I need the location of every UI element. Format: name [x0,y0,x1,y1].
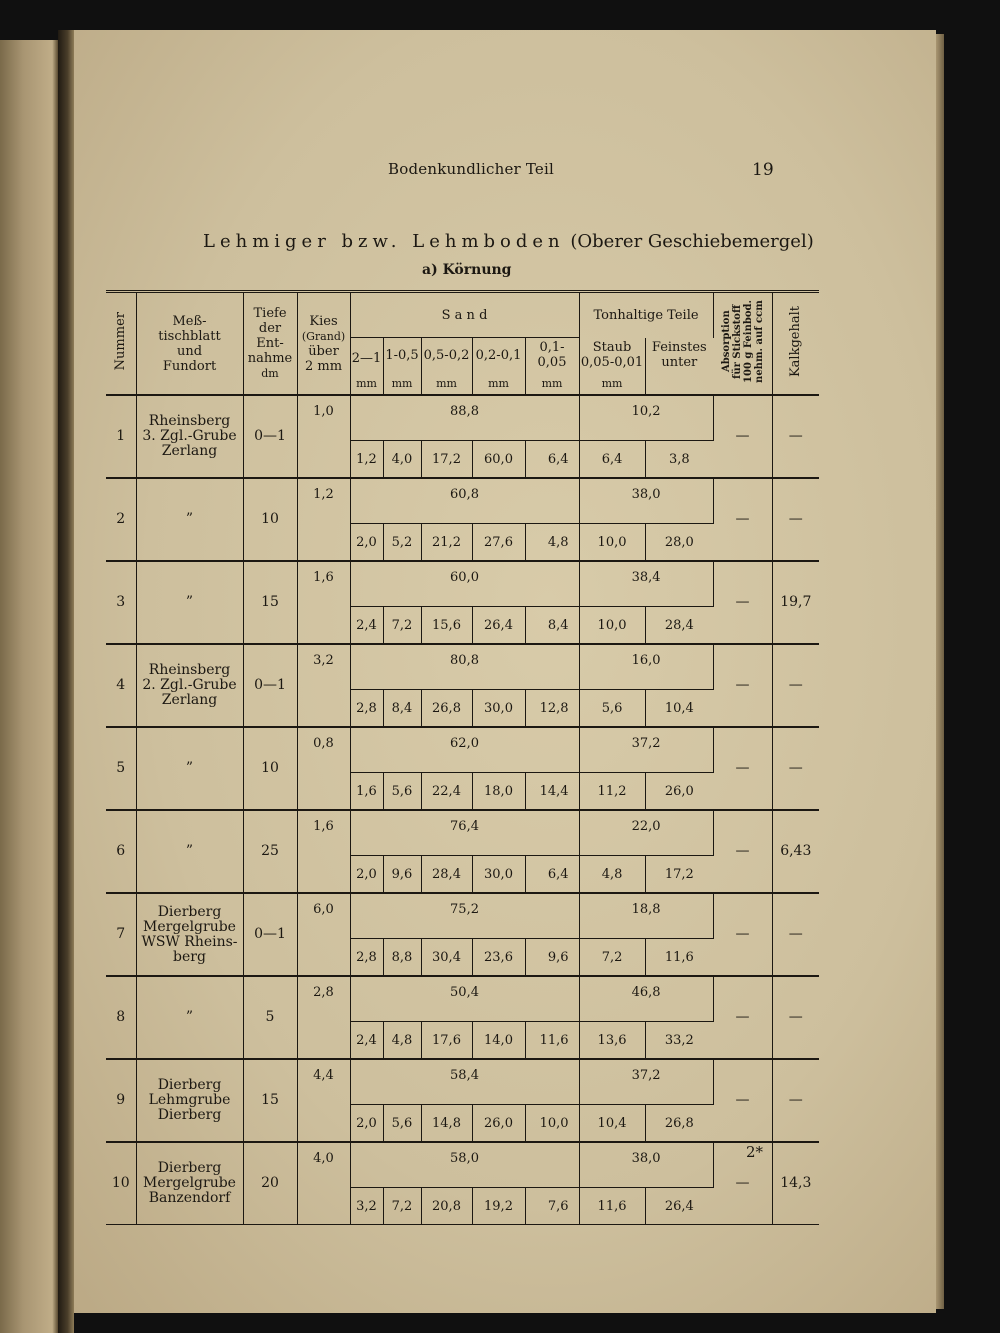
sand-fraction-value: 7,2 [383,607,421,645]
sand-fraction-value: 60,0 [472,441,525,479]
header-tiefe [243,292,297,396]
absorption-line-3: 100 g Feinbod. [742,300,754,383]
unit-4: mm [472,372,525,395]
row-ton-total: 46,8 [579,976,713,1022]
sand-fraction-value: 3,2 [350,1188,383,1225]
sand-fraction-value: 2,0 [350,524,383,562]
unit-3: mm [421,372,472,395]
kies-line-4: 2 mm [304,358,343,374]
row-fundort [136,561,243,644]
row-number: 2 [106,478,136,561]
row-kies: 1,6 [297,810,350,893]
row-fundort [136,395,243,478]
row-ton-total: 10,2 [579,395,713,441]
tiefe-line-2: der [258,321,282,336]
header-nummer-text: Nummer [113,312,129,371]
header-nummer [106,292,136,396]
sand-fraction-value: 26,4 [472,607,525,645]
row-kalk: — [772,893,819,976]
table-subtitle: a) Körnung [422,262,512,278]
kies-line-2: (Grand) [301,329,346,343]
sand-fraction-value: 10,0 [525,1105,579,1143]
fundort-line: Banzendorf [148,1190,231,1206]
row-tiefe: 0—1 [243,395,297,478]
book-gutter [58,30,74,1333]
sand-frac-4: 0,2-0,1 [472,338,525,373]
sand-fraction-value: 20,8 [421,1188,472,1225]
sand-fraction-value: 5,6 [383,773,421,811]
sand-fraction-value: 1,6 [350,773,383,811]
row-number: 9 [106,1059,136,1142]
row-tiefe: 0—1 [243,644,297,727]
kies-line-1: Kies [309,313,338,329]
row-number: 10 [106,1142,136,1225]
signature-mark: 2* [746,1143,764,1161]
feinstes-line-1: Feinstes [651,339,707,355]
row-tiefe: 20 [243,1142,297,1225]
sand-fraction-value: 6,4 [525,441,579,479]
table-title [203,231,814,252]
unit-6: mm [579,372,645,395]
fundort-line: ” [185,594,194,610]
header-staub [579,338,645,373]
row-kalk: 19,7 [772,561,819,644]
staub-value: 13,6 [579,1022,645,1060]
row-kies: 2,8 [297,976,350,1059]
row-number: 7 [106,893,136,976]
feinstes-value: 26,0 [645,773,713,811]
fundort-line: ” [185,843,194,859]
feinstes-value: 33,2 [645,1022,713,1060]
sand-fraction-value: 23,6 [472,939,525,977]
row-ton-total: 38,4 [579,561,713,607]
sand-fraction-value: 4,8 [383,1022,421,1060]
fundort-line: 3. Zgl.-Grube [142,428,237,444]
sand-fraction-value: 30,0 [472,856,525,894]
staub-value: 10,0 [579,607,645,645]
sand-fraction-value: 2,4 [350,1022,383,1060]
unit-7 [645,372,713,395]
header-kies [297,292,350,396]
row-fundort [136,1059,243,1142]
header-kalk [772,292,819,396]
title-spaced: Lehmiger bzw. Lehmboden [203,231,565,252]
staub-value: 10,0 [579,524,645,562]
row-absorption: — [713,644,772,727]
row-number: 3 [106,561,136,644]
sand-frac-2: 1-0,5 [383,338,421,373]
header-row-1 [106,292,819,338]
staub-value: 4,8 [579,856,645,894]
row-ton-total: 37,2 [579,727,713,773]
row-sand-total: 58,0 [350,1142,579,1188]
absorption-line-1: Absorption [720,310,732,373]
row-ton-total: 16,0 [579,644,713,690]
sand-frac-3: 0,5-0,2 [421,338,472,373]
sand-fraction-value: 14,4 [525,773,579,811]
row-kalk: — [772,644,819,727]
sand-fraction-value: 26,8 [421,690,472,728]
sand-fraction-value: 4,8 [525,524,579,562]
fundort-line: Zerlang [161,692,218,708]
kies-line-3: über [308,343,339,359]
sand-fraction-value: 21,2 [421,524,472,562]
title-rest: (Oberer Geschiebemergel) [570,231,814,252]
fundort-line: Dierberg [157,1077,222,1093]
sand-fraction-value: 14,0 [472,1022,525,1060]
sand-fraction-value: 30,0 [472,690,525,728]
unit-5: mm [525,372,579,395]
header-ton: Tonhaltige Teile [579,292,713,338]
table-row [106,561,819,607]
fundort-line-1: Meß- [172,313,207,329]
staub-line-2: 0,05-0,01 [580,354,644,370]
sand-fraction-value: 2,0 [350,856,383,894]
tiefe-line-1: Tiefe [253,306,287,321]
fundort-line: 2. Zgl.-Grube [142,677,237,693]
row-sand-total: 62,0 [350,727,579,773]
row-sand-total: 60,0 [350,561,579,607]
row-absorption: — [713,810,772,893]
row-sand-total: 76,4 [350,810,579,856]
row-absorption: — [713,976,772,1059]
sand-fraction-value: 26,0 [472,1105,525,1143]
sand-fraction-value: 6,4 [525,856,579,894]
staub-value: 6,4 [579,441,645,479]
feinstes-value: 11,6 [645,939,713,977]
row-number: 6 [106,810,136,893]
sand-fraction-value: 30,4 [421,939,472,977]
row-fundort [136,810,243,893]
fundort-line: Rheinsberg [148,413,231,429]
sand-fraction-value: 17,6 [421,1022,472,1060]
row-sand-total: 75,2 [350,893,579,939]
row-fundort [136,893,243,976]
row-absorption: — [713,561,772,644]
row-tiefe: 25 [243,810,297,893]
row-tiefe: 5 [243,976,297,1059]
sand-fraction-value: 8,8 [383,939,421,977]
row-kalk: — [772,1059,819,1142]
facing-page-edge [0,40,58,1333]
sand-fraction-value: 2,0 [350,1105,383,1143]
row-number: 8 [106,976,136,1059]
sand-fraction-value: 7,2 [383,1188,421,1225]
table-row [106,1059,819,1105]
row-ton-total: 22,0 [579,810,713,856]
sand-fraction-value: 5,6 [383,1105,421,1143]
staub-value: 10,4 [579,1105,645,1143]
sand-fraction-value: 9,6 [383,856,421,894]
row-sand-total: 60,8 [350,478,579,524]
row-absorption: — [713,478,772,561]
row-sand-total: 88,8 [350,395,579,441]
kalk-text: Kalkgehalt [788,305,804,378]
row-kies: 3,2 [297,644,350,727]
row-number: 1 [106,395,136,478]
absorption-text [721,300,765,383]
fundort-line: Rheinsberg [148,662,231,678]
row-absorption: — [713,893,772,976]
fundort-line: WSW Rheins- [141,933,238,950]
row-number: 4 [106,644,136,727]
sand-fraction-value: 1,2 [350,441,383,479]
sand-fraction-value: 2,8 [350,690,383,728]
staub-value: 11,2 [579,773,645,811]
row-kies: 6,0 [297,893,350,976]
row-ton-total: 38,0 [579,1142,713,1188]
sand-fraction-value: 27,6 [472,524,525,562]
sand-fraction-value: 17,2 [421,441,472,479]
fundort-line: ” [185,760,194,776]
sand-frac-1: 2—1 [350,338,383,373]
table-body [106,395,819,1225]
row-kies: 4,0 [297,1142,350,1225]
sand-fraction-value: 11,6 [525,1022,579,1060]
row-kalk: — [772,478,819,561]
page-stack-edge [936,34,944,1309]
header-feinstes [645,338,713,373]
feinstes-value: 28,0 [645,524,713,562]
sand-fraction-value: 18,0 [472,773,525,811]
staub-value: 5,6 [579,690,645,728]
row-kalk: — [772,727,819,810]
fundort-line: Lehmgrube [148,1092,231,1108]
feinstes-value: 28,4 [645,607,713,645]
grain-size-table [106,290,819,1225]
sand-fraction-value: 19,2 [472,1188,525,1225]
sand-fraction-value: 4,0 [383,441,421,479]
sand-fraction-value: 14,8 [421,1105,472,1143]
row-sand-total: 58,4 [350,1059,579,1105]
row-kies: 1,2 [297,478,350,561]
row-fundort [136,727,243,810]
fundort-line-3: und [176,343,203,359]
sand-fraction-value: 5,2 [383,524,421,562]
header-sand: S a n d [350,292,579,338]
unit-1: mm [350,372,383,395]
row-fundort [136,478,243,561]
row-kies: 1,0 [297,395,350,478]
table-row [106,810,819,856]
fundort-line-2: tischblatt [158,328,221,344]
absorption-line-2: für Stickstoff [731,304,743,379]
row-fundort [136,1142,243,1225]
table-row [106,644,819,690]
row-kies: 4,4 [297,1059,350,1142]
absorption-line-4: nehm. auf ccm [753,300,765,383]
fundort-line: berg [173,948,206,965]
feinstes-value: 3,8 [645,441,713,479]
row-absorption: — [713,1142,772,1225]
header-absorption [713,292,772,396]
table-row [106,478,819,524]
staub-value: 11,6 [579,1188,645,1225]
sand-fraction-value: 28,4 [421,856,472,894]
tiefe-unit: dm [261,367,279,380]
row-fundort [136,976,243,1059]
fundort-line: ” [185,511,194,527]
fundort-line: Zerlang [161,443,218,459]
sand-fraction-value: 8,4 [383,690,421,728]
row-tiefe: 0—1 [243,893,297,976]
row-ton-total: 18,8 [579,893,713,939]
sand-fraction-value: 9,6 [525,939,579,977]
row-kalk: 6,43 [772,810,819,893]
row-ton-total: 37,2 [579,1059,713,1105]
sand-fraction-value: 12,8 [525,690,579,728]
feinstes-value: 26,4 [645,1188,713,1225]
sand-fraction-value: 8,4 [525,607,579,645]
header-fundort [136,292,243,396]
row-tiefe: 15 [243,1059,297,1142]
row-absorption: — [713,395,772,478]
running-title: Bodenkundlicher Teil [388,160,554,178]
staub-line-1: Staub [592,339,632,355]
row-number: 5 [106,727,136,810]
fundort-line: Mergelgrube [143,1175,236,1191]
fundort-line: Dierberg [157,1160,222,1176]
sand-fraction-value: 2,8 [350,939,383,977]
sand-fraction-value: 7,6 [525,1188,579,1225]
row-kalk: 14,3 [772,1142,819,1225]
table-row [106,1142,819,1188]
sand-fraction-value: 22,4 [421,773,472,811]
sand-fraction-value: 2,4 [350,607,383,645]
tiefe-line-4: nahme [247,351,293,366]
sand-fraction-value: 15,6 [421,607,472,645]
row-absorption: — [713,1059,772,1142]
row-absorption: — [713,727,772,810]
feinstes-value: 17,2 [645,856,713,894]
staub-value: 7,2 [579,939,645,977]
fundort-line-4: Fundort [162,358,217,374]
row-kies: 1,6 [297,561,350,644]
table-row [106,395,819,441]
row-kalk: — [772,395,819,478]
fundort-line: ” [185,1009,194,1025]
row-tiefe: 15 [243,561,297,644]
row-sand-total: 80,8 [350,644,579,690]
fundort-line: Dierberg [157,1107,222,1123]
sand-frac-5: 0,1-0,05 [525,338,579,373]
row-ton-total: 38,0 [579,478,713,524]
row-tiefe: 10 [243,478,297,561]
unit-2: mm [383,372,421,395]
fundort-line: Mergelgrube [143,918,236,935]
page-number: 19 [752,160,774,180]
row-kalk: — [772,976,819,1059]
fundort-line: Dierberg [157,903,222,920]
table-row [106,976,819,1022]
table-row [106,893,819,939]
table-row [106,727,819,773]
row-kies: 0,8 [297,727,350,810]
row-fundort [136,644,243,727]
feinstes-value: 10,4 [645,690,713,728]
row-sand-total: 50,4 [350,976,579,1022]
tiefe-line-3: Ent- [256,336,284,351]
feinstes-line-2: unter [661,354,698,370]
feinstes-value: 26,8 [645,1105,713,1143]
row-tiefe: 10 [243,727,297,810]
